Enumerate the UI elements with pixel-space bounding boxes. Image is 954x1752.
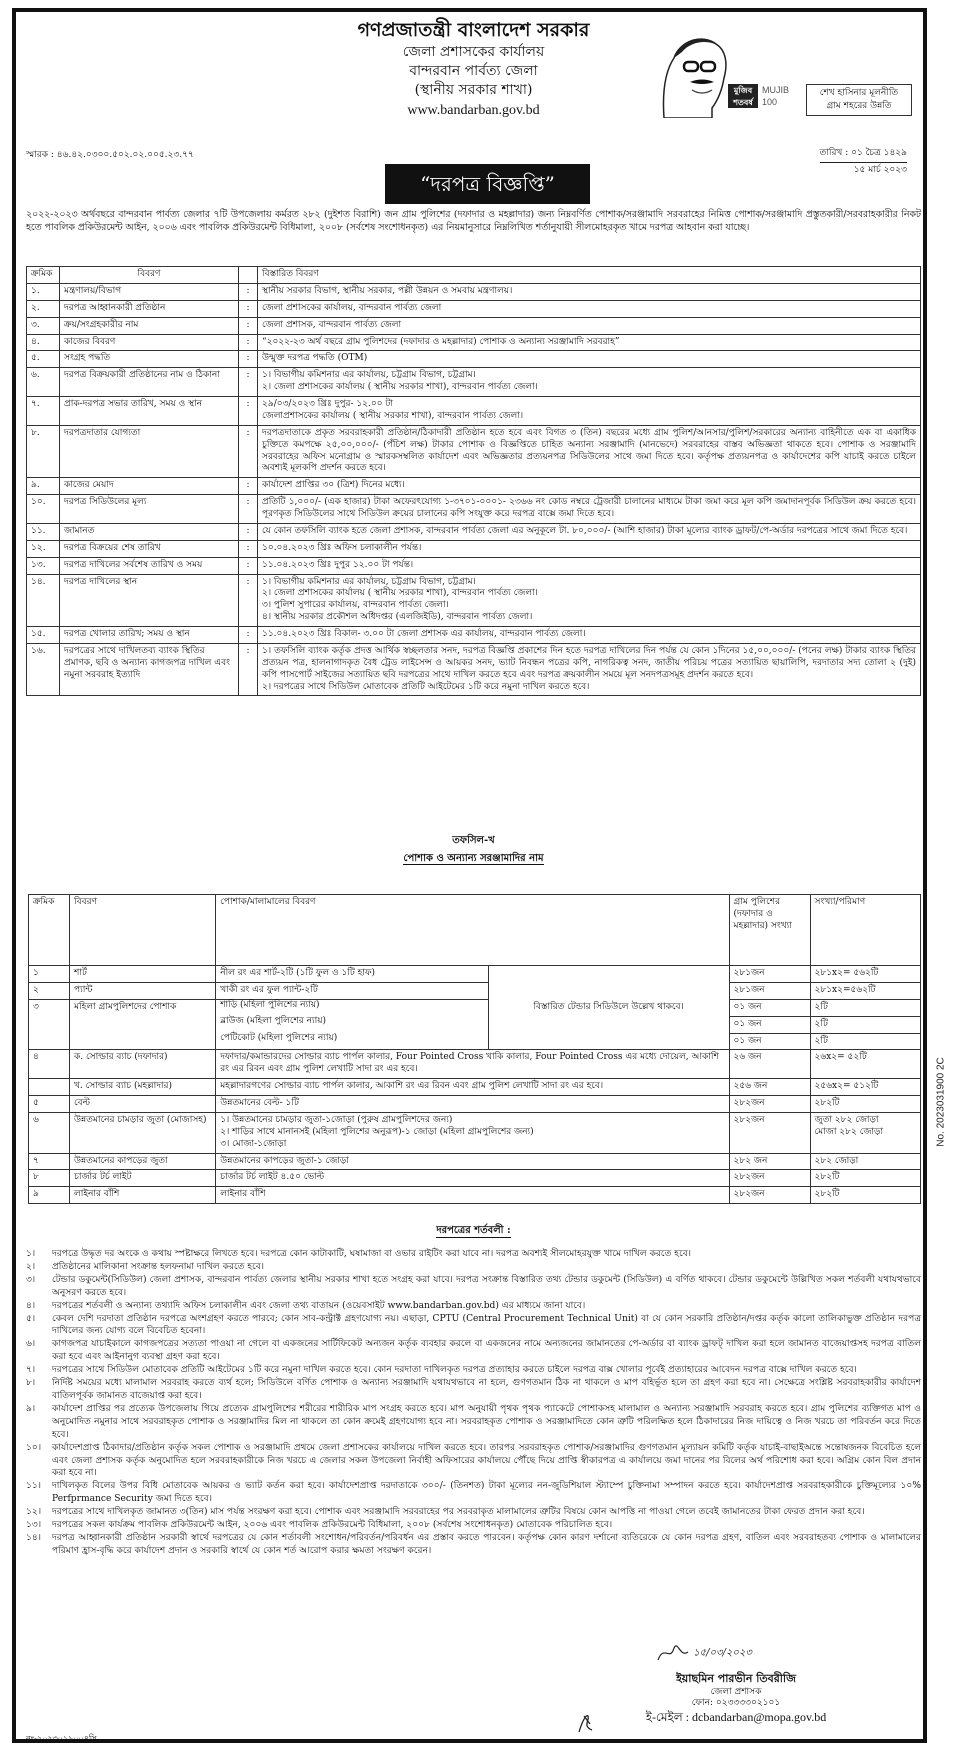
- row-detail: ১১.০৪.২০২৩ খ্রিঃ বিকাল- ৩.০০ টা জেলা প্রশাসক এর কার্যালয়, বান্দরবান পার্বত্য জেলা।: [258, 627, 921, 644]
- signatory-phone: ফোন: ০২৩৩৩৩০২১০১: [691, 1698, 781, 1709]
- row-detail: কার্যাদেশ প্রাপ্তির ৩০ (ত্রিশ) দিনের মধ্যে।: [258, 478, 921, 495]
- term-text: কার্যাদেশপ্রাপ্ত ঠিকাদার/প্রতিষ্ঠান কর্তৃক সকল পোশাক ও সরঞ্জামাদি প্রথমে জেলা প্রশাসকের কার্যালয়ে দাখিল করতে হবে। তারপর সরবরাহকৃত পোশাক/সরঞ্জামাদির গুণগতমান মূল্যায়ন কমিটি কর্তৃক যাচাই-বাছাইঅন্তে সন্তোষজনক বিবেচিত হলে এবং জেলা প্রশাসক কর্তৃক অনুমোদিত হলে সরবরাহকারীকে নিজ খরচে এ জেলার সকল উপজেলা নির্বাহী অফিসারের কার্যালয়ে পৌঁছে দিয়ে প্রাপ্তি স্বীকারপত্র এ কার্যালয়ে জমা দানের পর বিলের অর্থ পরিশোধ করা হবে। অগ্রিম কোন বিল প্রদান করা হবে না।: [52, 1442, 921, 1479]
- terms-title: [16, 1224, 931, 1237]
- table-row: [27, 540, 921, 557]
- table-row: [27, 334, 921, 351]
- term-number: ১২।: [26, 1507, 42, 1518]
- term-text: কাগজপত্র যাচাইকালে কাগজপত্রের সত্যতা পাওয়া না গেলে বা একজনের সার্টিফিকেট অন্যজন কর্তৃক ব্যবহার করলে বা একজনের নামে অন্যজনের জামানতের পে-অর্ডার বা ব্যাংক ড্রাফট্ দাখিল করা হলে জামানত বাজেয়াপ্তসহ দরপত্র বাতিল করা হবে এবং আইনানুগ ব্যবস্থা গ্রহণ করা হবে।: [52, 1339, 921, 1363]
- row-separator: :: [239, 495, 258, 524]
- item-description: ১। উন্নতমানের চামড়ার জুতা-১জোড়া (পুরুষ গ্রামপুলিশদের জন্য) ২। শাড়ির সাথে মানানসই (মহিলা পুলিশের অনুরূপ)-১ জোড়া (মহিলা গ্রামপুলিশের জন্য) ৩। মোজা-১জোড়া: [216, 1112, 729, 1153]
- row-label: দরপত্র খোলার তারিখ; সময় ও স্থান: [60, 627, 239, 644]
- row-serial: ১৫.: [27, 627, 60, 644]
- slogan-line-1: শেখ হাসিনার মূলনীতি: [819, 88, 899, 98]
- memo-number: স্মারক : ৪৬.৪২.০৩০০.৫০২.০২.০০৫.২৩.৭৭: [26, 150, 194, 160]
- item-name: খ. সোল্ডার ব্যাচ (মহল্লাদার): [70, 1079, 216, 1096]
- police-count: ২৬ জন: [729, 1050, 810, 1079]
- term-text: দরপত্রের সকল কার্যক্রম পাবলিক প্রকিউরমেন্ট আইন, ২০০৬ এবং পাবলিক প্রকিউরমেন্ট বিধিমালা, ২০০৮ (সর্বশেষ সংশোধনকৃত) মোতাবেক পরিচালিত হবে।: [52, 1520, 613, 1531]
- item-name: লাইনার বাঁশি: [70, 1187, 216, 1204]
- item-quantity: ২৬x২= ৫২টি: [810, 1050, 920, 1079]
- item-description: শাড়ি (মহিলা পুলিশের ন্যায়): [216, 999, 488, 1016]
- item-description: ব্লাউজ (মহিলা পুলিশের ন্যায়): [216, 1016, 488, 1033]
- item-quantity: ২৮১x২=৫৬২টি: [810, 982, 920, 999]
- police-count: ২৮২জন: [729, 1096, 810, 1113]
- row-detail: ১। বিভাগীয় কমিশনার এর কার্যালয়, চট্টগ্রাম বিভাগ, চট্টগ্রাম। ২। জেলা প্রশাসকের কার্যালয় ( স্থানীয় সরকার শাখা), বান্দরবান পার্বত্য জেলা। ৩। পুলিশ সুপারের কার্যালয়, বান্দরবান পার্বত্য জেলা। ৪। স্থানীয় সরকার প্রকৌশল অধিদপ্তর (এলজিইডি), বান্দরবান পার্বত্য জেলা।: [258, 574, 921, 627]
- signatory-block: [576, 1672, 896, 1726]
- sch-col-qty: সংখ্যা/পরিমাণ: [810, 895, 920, 966]
- row-separator: :: [239, 557, 258, 574]
- item-quantity: ২৮২টি: [810, 1170, 920, 1187]
- table-row: [27, 300, 921, 317]
- schedule-row: [29, 966, 921, 983]
- term-item: [26, 1313, 921, 1339]
- item-quantity: ২টি: [810, 1033, 920, 1050]
- term-text: কেবল দেশি দরদাতা প্রতিষ্ঠান দরপত্রে অংশগ্রহণ করতে পারবে; কোন সাব-কন্ট্রাক্ট গ্রহণযোগ্য নয়। এছাড়া, CPTU (Central Procurement Technical Unit) বা যে কোন সরকারি প্রতিষ্ঠান/দপ্তর কর্তৃক কালো তালিকাভুক্ত প্রতিষ্ঠান দরপত্র দাখিলের জন্য যোগ্য বলে বিবেচিত হবেনা।: [52, 1313, 921, 1337]
- police-count: ০১ জন: [729, 999, 810, 1016]
- row-detail: জেলা প্রশাসকের কার্যালয়, বান্দরবান পার্বত্য জেলা: [258, 300, 921, 317]
- item-quantity: ২৮১x২= ৫৬২টি: [810, 966, 920, 983]
- row-detail: ১। বিভাগীয় কমিশনার এর কার্যালয়, চট্টগ্রাম বিভাগ, চট্টগ্রাম। ২। জেলা প্রশাসকের কার্যালয় ( স্থানীয় সরকার শাখা), বান্দরবান পার্বত্য জেলা।: [258, 368, 921, 397]
- table-row: [27, 425, 921, 478]
- schedule-title: তফসিল-খ: [452, 835, 495, 846]
- table-row: [27, 523, 921, 540]
- row-separator: :: [239, 478, 258, 495]
- term-text: টেন্ডার ডকুমেন্ট(সিডিউল) জেলা প্রশাসক, বান্দরবান পার্বত্য জেলার স্থানীয় সরকার শাখা হতে সংগ্রহ করা যাবে। দরপত্র সংক্রান্ত বিস্তারিত তথ্য টেন্ডার ডকুমেন্ট (সিডিউল) এ বর্ণিত থাকবে। টেন্ডার ডকুমেন্টে উল্লিখিত সকল শর্তবলী যথাযথভাবে অনুসরণ করতে হবে।: [52, 1274, 921, 1298]
- sch-col-item: বিবরণ: [70, 895, 216, 966]
- logo-en-text: MUJIB 100: [762, 85, 789, 107]
- item-quantity: ২টি: [810, 1016, 920, 1033]
- term-item: [26, 1442, 921, 1481]
- row-serial: ১৬.: [27, 643, 60, 696]
- term-item: [26, 1506, 921, 1519]
- row-label: জামানত: [60, 523, 239, 540]
- item-description: দফাদার/কমান্ডারদের সোল্ডার ব্যাচ পার্পল কালার, Four Pointed Cross খাকি কালার, Four Pointed Cross এর মধ্যে দোয়েল, আকাশি রং এর রিবন এবং গ্রাম পুলিশ লেখাটি সাদা রং এর হবে।: [216, 1050, 729, 1079]
- terms-list: [26, 1248, 921, 1558]
- logo-bn-text: মুজিব শতবর্ষ: [728, 84, 758, 108]
- schedule-header-row: [29, 895, 921, 966]
- table-row: [27, 574, 921, 627]
- row-label: প্রাক-দরপত্র সভার তারিখ, সময় ও স্থান: [60, 397, 239, 426]
- term-text: দরপত্রের সাথে সিডিউল মোতাবেক প্রতিটি আইটেমের ১টি করে নমুনা দাখিল করতে হবে। কোন দরদাতা দাখিলকৃত দরপত্র প্রত্যাহার করতে চাইলে দরপত্র বাক্স খোলার পূর্বেই প্রত্যাহারের আবেদন দরপত্র বাক্সে দাখিল করতে হবে।: [52, 1365, 857, 1376]
- schedule-row: [29, 1112, 921, 1153]
- term-text: কার্যাদেশ প্রাপ্তির পর প্রত্যেক উপজেলায় গিয়ে প্রত্যেক গ্রামপুলিশের শরীরের শারীরিক মাপ সংগ্রহ করতে হবে। মাপ অনুযায়ী পৃথক পৃথক প্যাকেটে পোশাকসহ মালামাল ও অন্যান্য সরঞ্জামাদি সরবরাহ করতে হবে। গ্রাম পুলিশের ব্যক্তিগত মাপ ও অনুমোদিত নমুনার সাথে সরবরাহকৃত পোশাক ও সরঞ্জামাদির মিল না থাকলে তা কোন ক্রমেই গ্রহণযোগ্য হবে না। সরবরাহকৃত পোশাক ও সরঞ্জামাদিতে কোন ত্রুটি পরিলক্ষিত হলে ঠিকাদারের নিজ দায়িত্বে ও নিজ খরচে তা পরিবর্তন করে দিতে হবে।: [52, 1403, 921, 1440]
- item-serial: ৪: [29, 1050, 70, 1079]
- item-description: উন্নতমানের বেল্ট- ১টি: [216, 1096, 729, 1113]
- signature-scribble: [656, 1642, 752, 1664]
- item-name: ক. সোল্ডার ব্যাচ (দফাদার): [70, 1050, 216, 1079]
- row-separator: :: [239, 425, 258, 478]
- row-detail: ১। তফসিলি ব্যাংক কর্তৃক প্রদত্ত আর্থিক স্বচ্ছলতার সনদ, দরপত্র বিজ্ঞপ্তি প্রকাশের দিন হতে দরপত্র দাখিলের দিন পর্যন্ত যে কোন ১দিনের ১৫,০০,০০০/- (পনের লক্ষ) টাকার ব্যাংক স্থিতির প্রত্যয়ন পত্র, হালনাগাদকৃত বৈধ ট্রেড লাইসেন্স ও আয়কর সনদ, ভ্যাট নিবন্ধন পত্রের কপি, নাগরিকত্ব সনদ, জাতীয় পরিচয় পত্রের সত্যায়িত ছায়ালিপি, দরদাতার সদ্য তোলা ২ (দুই) কপি পাসপোর্ট সাইজের সত্যায়িত ছবি দরপত্রের সাথে দাখিল করতে হবে এবং দরপত্র ক্রয়কালীন সময়ে মূল সনদপত্রসমূহ প্রদর্শন করতে হবে। ২। দরপত্রের সাথে সিডিউল মোতাবেক প্রতিটি আইটেমের ১টি করে নমুনা দাখিল করতে হবে।: [258, 643, 921, 696]
- signatory-designation: জেলা প্রশাসক: [710, 1686, 762, 1697]
- intro-paragraph: ২০২২-২০২৩ অর্থবছরে বান্দরবান পার্বত্য জেলার ৭টি উপজেলায় কর্মরত ২৮২ (দুইশত বিরাশি) জন গ্রাম পুলিশের (দফাদার ও মহল্লাদার) জন্য নিম্নবর্ণিত পোশাক/সরঞ্জামাদি সরবরাহের নিমিত্ত পোশাক/সরঞ্জামাদি প্রস্তুতকারী/সরবরাহকারীর নিকট হতে পাবলিক প্রকিউরমেন্ট আইন, ২০০৬ এবং পাবলিক প্রকিউরমেন্ট বিধিমালা, ২০০৮ (সর্বশেষ সংশোধনকৃত) এর নিয়মানুসারে নিম্নলিখিত শর্তানুযায়ী সীলমোহরকৃত খামে দরপত্র আহবান করা যাচ্ছে।: [26, 209, 921, 234]
- row-detail: প্রতিটি ১,০০০/- (এক হাজার) টাকা অফেরৎযোগ্য ১-৩৭০১-০০০১- ২৩৬৬ নং কোড নম্বরে ট্রেজারী চালানের মাধ্যমে টাকা জমা করে মূল কপি জমাদানপূর্বক সিডিউল ক্রয় করতে হবে। পূরণকৃত সিডিউলের সাথে সিডিউল ক্রয়ের চালানের কপি সংযুক্ত করে দরপত্র বাক্সে জমা দিতে হবে।: [258, 495, 921, 524]
- table-row: [27, 627, 921, 644]
- row-serial: ৪.: [27, 334, 60, 351]
- schedule-row: [29, 1170, 921, 1187]
- term-number: ২।: [26, 1261, 36, 1272]
- police-count: ২৫৬ জন: [729, 1079, 810, 1096]
- police-count: ২৮২জন: [729, 1170, 810, 1187]
- row-detail: যে কোন তফসিলি ব্যাংক হতে জেলা প্রশাসক, বান্দরবান পার্বত্য জেলা এর অনুকূলে টা. ৮০,০০০/- (আশি হাজার) টাকা মূল্যের ব্যাংক ড্রাফট/পে-অর্ডার দরপত্রের সাথে জমা দিতে হবে।: [258, 523, 921, 540]
- item-serial: ১: [29, 966, 70, 983]
- row-serial: ১.: [27, 283, 60, 300]
- term-item: [26, 1403, 921, 1442]
- police-count: ২৮২জন: [729, 1112, 810, 1153]
- term-text: দাখিলকৃত বিলের উপর বিধি মোতাবেক আয়কর ও ভ্যাট কর্তন করা হবে। কার্যাদেশপ্রাপ্ত দরদাতাকে ৩০০/- (তিনশত) টাকা মূল্যের নন-জুডিশিয়াল স্ট্যাম্পে চুক্তিনামা সম্পাদন করতে হবে। কার্যাদেশপ্রাপ্ত সরবরাহকারীকে চুক্তিমূল্যের ১০% Perfprmance Security জমা দিতে হবে।: [52, 1481, 921, 1505]
- row-serial: ৬.: [27, 368, 60, 397]
- row-separator: :: [239, 317, 258, 334]
- row-serial: ৭.: [27, 397, 60, 426]
- police-count: ২৮২ জন: [729, 1153, 810, 1170]
- item-quantity: ২৮২টি: [810, 1187, 920, 1204]
- row-separator: :: [239, 334, 258, 351]
- initial-scribble-icon: [576, 1712, 596, 1734]
- schedule-row: [29, 1187, 921, 1204]
- side-reference-text: No. 2023031900 2C: [935, 1057, 947, 1147]
- schedule-row: [29, 982, 921, 999]
- row-detail: ২৯/০৩/২০২৩ খ্রিঃ দুপুর- ১২.০০ টা জেলাপ্রশাসকের কার্যালয় ( স্থানীয় সরকার শাখা), বান্দরবান পার্বত্য জেলা।: [258, 397, 921, 426]
- item-name: শার্ট: [70, 966, 216, 983]
- item-serial: ৩: [29, 999, 70, 1050]
- term-number: ১।: [26, 1249, 36, 1259]
- portrait-icon: [644, 30, 728, 118]
- row-detail: ১১.০৪.২০২৩ খ্রিঃ দুপুর ১২.০০ টা পর্যন্ত।: [258, 557, 921, 574]
- col-serial: ক্রমিক: [27, 267, 60, 284]
- schedule-row: [29, 1079, 921, 1096]
- schedule-row: [29, 1096, 921, 1113]
- row-serial: ১১.: [27, 523, 60, 540]
- slogan-box: [806, 84, 912, 116]
- row-serial: ২.: [27, 300, 60, 317]
- row-serial: ৫.: [27, 351, 60, 368]
- date-gregorian: ১৫ মার্চ ২০২৩: [853, 164, 907, 175]
- row-separator: :: [239, 283, 258, 300]
- term-text: দরপত্রে উদ্ধৃত দর অংকে ও কথায় স্পষ্টাক্ষরে লিখতে হবে। দরপত্রে কোন কাটাকাটি, ঘষামাজা বা ওভার রাইটিং করা যাবে না। দরপত্র অবশ্যই সীলমোহরযুক্ত খামে দাখিল করতে হবে।: [52, 1249, 692, 1259]
- term-text: দরপত্র আহ্বানকারী প্রতিষ্ঠান সরকারী স্বার্থে দরপত্রের যে কোন শর্তাবলী সংশোধন/পরিবর্তন/পরিবর্ধন এর প্রস্তাব করতে পারবেন। কর্তৃপক্ষ কোন কারণ দর্শানো ব্যতিরেকে যে কোন দরপত্র গ্রহণ, বাতিল এবং সরবরাহতব্য পোশাক ও মালামালের পরিমাণ হ্রাস-বৃদ্ধি করে কার্যাদেশ প্রদান ও সরকারি স্বার্থে যে কোন শর্ত আরোপ করার ক্ষমতা সংরক্ষণ করেন।: [52, 1532, 921, 1556]
- row-label: কাজের মেয়াদ: [60, 478, 239, 495]
- row-detail: উন্মুক্ত দরপত্র পদ্ধতি (OTM): [258, 351, 921, 368]
- item-serial: ৬: [29, 1112, 70, 1153]
- item-serial: ২: [29, 982, 70, 999]
- schedule-subtitle: [16, 852, 931, 865]
- table-row: [27, 557, 921, 574]
- schedule-row: [29, 1050, 921, 1079]
- table-row: [27, 495, 921, 524]
- row-serial: ১০.: [27, 495, 60, 524]
- item-quantity: ২৫৬x২= ৫১২টি: [810, 1079, 920, 1096]
- schedule-row: [29, 1153, 921, 1170]
- police-count: ২৮২জন: [729, 1187, 810, 1204]
- term-item: [26, 1519, 921, 1532]
- row-label: সংগ্রহ পদ্ধতি: [60, 351, 239, 368]
- term-number: ৫।: [26, 1313, 36, 1324]
- item-serial: ৮: [29, 1170, 70, 1187]
- signature-date: ১৫/০৩/২০২৩: [693, 1647, 752, 1659]
- district-name: বান্দরবান পার্বত্য জেলা: [409, 63, 538, 79]
- row-detail: “২০২২-২৩ অর্থ বছরে গ্রাম পুলিশদের (দফাদার ও মহল্লাদার) পোশাক ও অন্যান্য সরঞ্জামাদি সরবরাহ”: [258, 334, 921, 351]
- signature-icon: [656, 1642, 690, 1664]
- side-reference-number: [932, 1012, 950, 1192]
- schedule-row: [29, 999, 921, 1016]
- row-serial: ১৩.: [27, 557, 60, 574]
- item-description: লাইনার বাঁশি: [216, 1187, 729, 1204]
- term-text: প্রতিষ্ঠানের মালিকানা সংক্রান্ত হলফনামা দাখিল করতে হবে।: [52, 1261, 265, 1272]
- term-number: ৭।: [26, 1365, 36, 1376]
- row-serial: ৩.: [27, 317, 60, 334]
- sch-col-serial: ক্রমিক: [29, 895, 70, 966]
- term-number: ৬।: [26, 1339, 36, 1350]
- row-separator: :: [239, 368, 258, 397]
- term-number: ১৩।: [26, 1520, 42, 1531]
- schedule-subtitle-text: পোশাক ও অন্যান্য সরঞ্জামাদির নাম: [403, 853, 544, 864]
- item-description: পেটিকোট (মহিলা পুলিশের ন্যায়): [216, 1033, 488, 1050]
- row-label: মন্ত্রণালয়/বিভাগ: [60, 283, 239, 300]
- item-description: নীল রং এর শার্ট-২টি (১টি ফুল ও ১টি হাফ): [216, 966, 488, 983]
- term-number: ৯।: [26, 1403, 36, 1414]
- police-count: ২৮১জন: [729, 982, 810, 999]
- schedule-note: বিস্তারিত টেন্ডার সিডিউলে উল্লেখ থাকবে।: [488, 966, 729, 1050]
- table-header-row: [27, 267, 921, 284]
- row-separator: :: [239, 397, 258, 426]
- col-description: বিবরণ: [60, 267, 239, 284]
- terms-title-text: দরপত্রের শর্তবলী :: [436, 1225, 511, 1236]
- item-description: মহল্লাদারগণের সোল্ডার ব্যাচ পার্পল কালার, আকাশি রং এর রিবন এবং গ্রাম পুলিশ লেখাটি সাদা রং এর হবে।: [216, 1079, 729, 1096]
- term-item: [26, 1364, 921, 1377]
- item-serial: ৯: [29, 1187, 70, 1204]
- row-label: ক্রয়/সংগ্রহকারীর নাম: [60, 317, 239, 334]
- item-serial: ৭: [29, 1153, 70, 1170]
- row-detail: জেলা প্রশাসক, বান্দরবান পার্বত্য জেলা: [258, 317, 921, 334]
- term-number: ১০।: [26, 1442, 42, 1453]
- col-sep: [239, 267, 258, 284]
- row-label: দরপত্র আহ্বানকারী প্রতিষ্ঠান: [60, 300, 239, 317]
- item-serial: [29, 1079, 70, 1096]
- item-description: খাকী রং এর ফুল প্যান্ট-২টি: [216, 982, 488, 999]
- office-name: জেলা প্রশাসকের কার্যালয়: [402, 43, 545, 60]
- tender-notice-banner: “দরপত্র বিজ্ঞপ্তি”: [385, 164, 590, 204]
- initial-mark: [576, 1712, 596, 1738]
- row-label: দরপত্র বিক্রয়ের শেষ তারিখ: [60, 540, 239, 557]
- term-number: ১৪।: [26, 1532, 42, 1543]
- item-name: বেল্ট: [70, 1096, 216, 1113]
- table-row: [27, 351, 921, 368]
- sch-col-count: গ্রাম পুলিশের (দফাদার ও মহল্লাদার) সংখ্যা: [729, 895, 810, 966]
- signatory-email[interactable]: ই-মেইল : dcbandarban@mopa.gov.bd: [645, 1710, 827, 1725]
- term-text: দরপত্রের শর্তবলী ও অন্যান্য তথ্যাদি অফিস চলাকালীন এবং জেলা তথ্য বাতায়ন (ওয়েবসাইট www.bandarban.gov.bd) এর মাধ্যমে জানা যাবে।: [52, 1300, 586, 1311]
- term-item: [26, 1480, 921, 1506]
- table-row: [27, 368, 921, 397]
- item-description: উন্নতমানের কাপড়ের জুতা-১ জোড়া: [216, 1153, 729, 1170]
- govt-title: গণপ্রজাতন্ত্রী বাংলাদেশ সরকার: [357, 19, 590, 41]
- term-item: [26, 1532, 921, 1558]
- item-quantity: ২৮২ জোড়া: [810, 1153, 920, 1170]
- date-block: [820, 148, 907, 177]
- police-count: ০১ জন: [729, 1033, 810, 1050]
- row-separator: :: [239, 643, 258, 696]
- row-separator: :: [239, 300, 258, 317]
- table-row: [27, 478, 921, 495]
- row-separator: :: [239, 540, 258, 557]
- item-quantity: জুতা ২৮২ জোড়া মোজা ২৮২ জোড়া: [810, 1112, 920, 1153]
- website-link[interactable]: www.bandarban.gov.bd: [407, 102, 540, 118]
- term-text: নির্দিষ্ট সময়ের মধ্যে মালামাল সরবরাহ করতে ব্যর্থ হলে; সিডিউলে বর্ণিত পোশাক ও অন্যান্য সরঞ্জামাদি যথাযথভাবে না হলে, গুণগতমান ঠিক না থাকলে ও মাপ বহির্ভূত হলে তা গ্রহণ করা হবে না। সেক্ষেত্রে সংশ্লিষ্ট সরবরাহকারীর কার্যাদেশ বাতিলপূর্বক জামানত বাজেয়াপ্ত করা হবে।: [52, 1378, 921, 1401]
- term-number: ৮।: [26, 1378, 36, 1389]
- table-row: [27, 397, 921, 426]
- table-row: [27, 283, 921, 300]
- term-item: [26, 1274, 921, 1300]
- row-label: দরপত্র বিক্রয়কারী প্রতিষ্ঠানের নাম ও ঠিকানা: [60, 368, 239, 397]
- row-serial: ৮.: [27, 425, 60, 478]
- row-label: কাজের বিবরণ: [60, 334, 239, 351]
- item-name: প্যান্ট: [70, 982, 216, 999]
- row-separator: :: [239, 351, 258, 368]
- row-detail: স্থানীয় সরকার বিভাগ, স্থানীয় সরকার, পল্লী উন্নয়ন ও সমবায় মন্ত্রণালয়।: [258, 283, 921, 300]
- item-quantity: ২৮২টি: [810, 1096, 920, 1113]
- item-serial: ৫: [29, 1096, 70, 1113]
- row-label: দরপত্রের সাথে দাখিলতব্য ব্যাংক স্থিতির প্রমাণক, ছবি ও অন্যান্য কাগজপত্র দাখিল এবং নমুনা সরবরাহ ইত্যাদি: [60, 643, 239, 696]
- date-bengali: তারিখ : ০১ চৈত্র ১৪২৯: [820, 148, 907, 163]
- sch-col-desc: পোশাক/মালামালের বিবরণ: [216, 895, 729, 966]
- item-quantity: ২টি: [810, 999, 920, 1016]
- row-serial: ৯.: [27, 478, 60, 495]
- row-label: দরপত্র দাখিলের সর্বশেষ তারিখ ও সময়: [60, 557, 239, 574]
- row-serial: ১৪.: [27, 574, 60, 627]
- row-separator: :: [239, 627, 258, 644]
- term-item: [26, 1300, 921, 1313]
- table-row: [27, 643, 921, 696]
- term-item: [26, 1248, 921, 1261]
- term-item: [26, 1261, 921, 1274]
- term-number: ৩।: [26, 1274, 36, 1285]
- notice-frame: [12, 8, 927, 1743]
- item-name: চার্জার টর্চ লাইট: [70, 1170, 216, 1187]
- item-name: মহিলা গ্রামপুলিশদের পোশাক: [70, 999, 216, 1050]
- row-serial: ১২.: [27, 540, 60, 557]
- row-label: দরপত্র দাখিলের স্থান: [60, 574, 239, 627]
- row-detail: দরপত্রদাতাকে প্রকৃত সরবরাহকারী প্রতিষ্ঠান/ঠিকাদারী প্রতিষ্ঠান হতে হবে এবং বিগত ৩ (তিন) বছরের মধ্যে গ্রাম পুলিশ/আনসার/পুলিশ/সরকারের অন্যান্য বাহিনীতে এক বা একাধিক চুক্তিতে কমপক্ষে ২৫,০০,০০০/- (পঁচিশ লক্ষ) টাকার পোশাক ও বিজ্ঞপ্তিতে চাহিত অন্যান্য সরঞ্জামাদি (মানভেদে) সরবরাহের বাস্তব অভিজ্ঞতা থাকতে হবে। পোশাক ও সরঞ্জামাদি সরবরাহের অফিস মনোগ্রাম ও স্মারকসম্বলিত কার্যাদেশ এবং অভিজ্ঞতার প্রত্যয়নপত্র সিডিউলের সাথে জমা দিতে হবে। কর্তৃপক্ষ প্রত্যয়নপত্র ও কার্যাদেশের কপি যাচাই করতে চাইলে অবশ্যই মূলকপি প্রদর্শন করতে হবে।: [258, 425, 921, 478]
- term-number: ১১।: [26, 1481, 42, 1492]
- item-description: চার্জার টর্চ লাইট ৪.৫০ ভোল্ট: [216, 1170, 729, 1187]
- tender-details-table: [26, 266, 921, 696]
- term-item: [26, 1338, 921, 1364]
- footer-reference-number: নং-২০২৩০১৯০০৪সি: [26, 1734, 97, 1743]
- slogan-line-2: গ্রাম শহরের উন্নতি: [826, 101, 892, 112]
- police-count: ২৮১জন: [729, 966, 810, 983]
- mujib-100-logo: [644, 30, 794, 130]
- term-text: দরপত্রের সাথে দাখিলকৃত জামানত ৩(তিন) মাস পর্যন্ত সংরক্ষণ করা হবে। পোশাক এবং সরঞ্জামাদি সরবরাহের পর সরবরাকৃত মালামালের ত্রুটির বিষয়ে কোন আপত্তি না পাওয়া গেলে তবেই জামানতের টাকা ফেরত প্রদান করা হবে।: [52, 1507, 865, 1518]
- item-name: উন্নতমানের কাপড়ের জুতা: [70, 1153, 216, 1170]
- police-count: ০১ জন: [729, 1016, 810, 1033]
- term-item: [26, 1377, 921, 1403]
- item-name: উন্নতমানের চামড়ার জুতা (মোজাসহ): [70, 1112, 216, 1153]
- row-separator: :: [239, 574, 258, 627]
- signatory-name: ইয়াছমিন পারভীন তিবরীজি: [676, 1672, 796, 1685]
- table-row: [27, 317, 921, 334]
- row-label: দরপত্রদাতার যোগ্যতা: [60, 425, 239, 478]
- branch-name: (স্থানীয় সরকার শাখা): [414, 82, 533, 99]
- col-details: বিস্তারিত বিবরণ: [258, 267, 921, 284]
- row-separator: :: [239, 523, 258, 540]
- row-detail: ১০.০৪.২০২৩ খ্রিঃ অফিস চলাকালীন পর্যন্ত।: [258, 540, 921, 557]
- row-label: দরপত্র সিডিউলের মূল্য: [60, 495, 239, 524]
- term-number: ৪।: [26, 1300, 36, 1311]
- schedule-table: [28, 894, 921, 1204]
